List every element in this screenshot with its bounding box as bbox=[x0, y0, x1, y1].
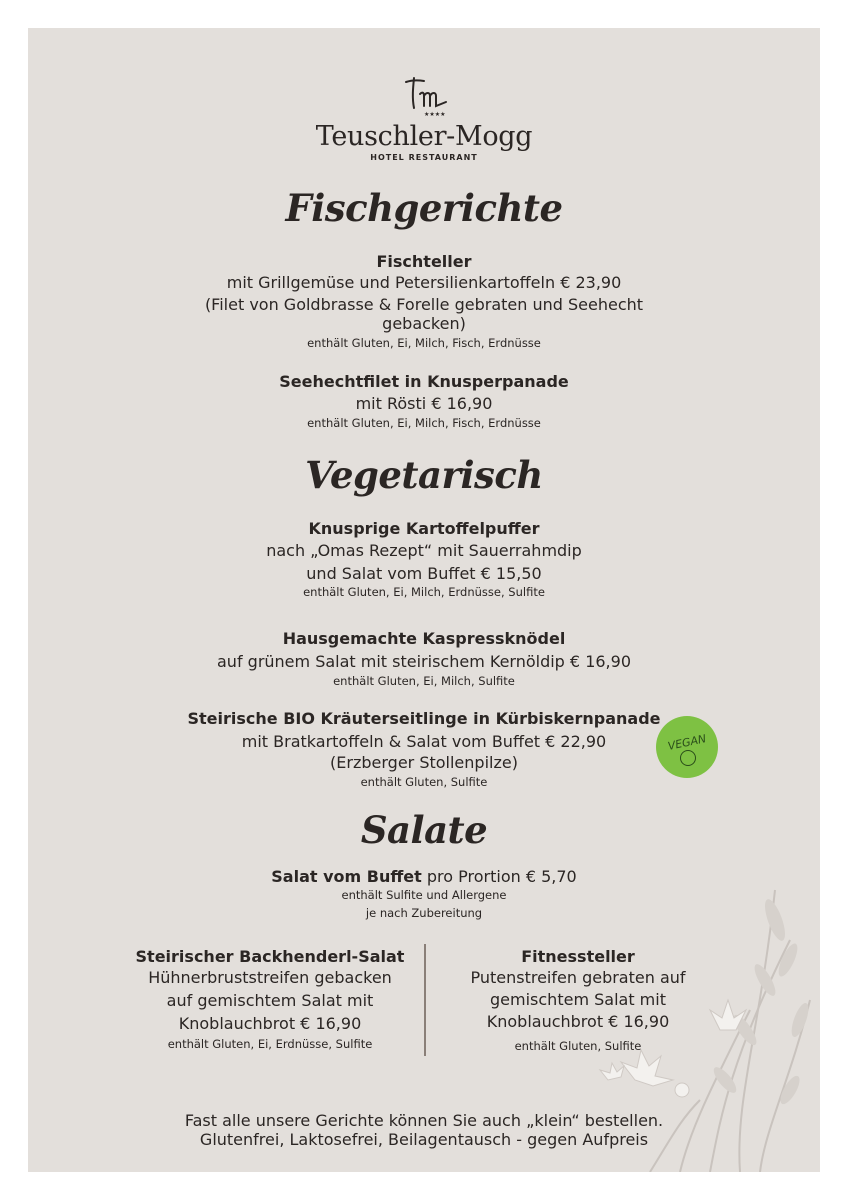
dish-description: mit Grillgemüse und Petersilienkartoffeln € 23,90 bbox=[226, 273, 622, 292]
dish-description: auf gemischtem Salat mit bbox=[166, 991, 374, 1010]
column-divider bbox=[424, 944, 426, 1056]
dish-description: nach „Omas Rezept“ mit Sauerrahmdip bbox=[266, 541, 582, 560]
section-title-vegetarisch: Vegetarisch bbox=[305, 453, 543, 497]
dish-description: pro Prortion € 5,70 bbox=[426, 867, 577, 886]
vegan-badge bbox=[656, 716, 718, 778]
dish-description: gemischtem Salat mit bbox=[490, 990, 666, 1009]
allergen-info: enthält Gluten, Ei, Erdnüsse, Sulfite bbox=[167, 1037, 373, 1051]
vegan-badge-label: VEGAN bbox=[666, 732, 708, 753]
hotel-name: Teuschler-Mogg bbox=[315, 121, 533, 152]
section-title-fisch: Fischgerichte bbox=[285, 186, 563, 230]
logo-icon bbox=[398, 74, 452, 118]
dish-description: gebacken) bbox=[382, 314, 466, 333]
dish-name: Steirische BIO Kräuterseitlinge in Kürbiskernpanade bbox=[187, 709, 661, 728]
dish-name: Fischteller bbox=[376, 252, 472, 271]
allergen-info: enthält Sulfite und Allergene bbox=[341, 888, 507, 902]
dish-description: Putenstreifen gebraten auf bbox=[470, 968, 686, 987]
dish-name: Hausgemachte Kaspressknödel bbox=[282, 629, 566, 648]
hotel-subtitle: HOTEL RESTAURANT bbox=[370, 153, 478, 162]
dish-description: mit Rösti € 16,90 bbox=[355, 394, 493, 413]
dish-name: Salat vom Buffet bbox=[271, 867, 422, 886]
dish-description: (Filet von Goldbrasse & Forelle gebraten und Seehecht bbox=[204, 295, 644, 314]
logo-stars: ★★★★ bbox=[424, 111, 446, 118]
dish-name: Knusprige Kartoffelpuffer bbox=[308, 519, 540, 538]
allergen-info: enthält Gluten, Ei, Milch, Fisch, Erdnüsse bbox=[307, 416, 541, 430]
dish-name: Steirischer Backhenderl-Salat bbox=[135, 947, 405, 966]
dish-description: auf grünem Salat mit steirischem Kernöldip € 16,90 bbox=[217, 652, 631, 671]
allergen-info: enthält Gluten, Sulfite bbox=[360, 775, 488, 789]
allergen-info: enthält Gluten, Ei, Milch, Fisch, Erdnüsse bbox=[307, 336, 541, 350]
allergen-info: enthält Gluten, Ei, Milch, Erdnüsse, Sulfite bbox=[303, 585, 545, 599]
section-title-salate: Salate bbox=[360, 808, 488, 852]
dish-description: mit Bratkartoffeln & Salat vom Buffet € 22,90 bbox=[241, 732, 607, 751]
dish-description: Knoblauchbrot € 16,90 bbox=[486, 1012, 670, 1031]
dish-name: Fitnessteller bbox=[521, 947, 635, 966]
dish-description: (Erzberger Stollenpilze) bbox=[330, 753, 518, 772]
buffet-line bbox=[0, 866, 848, 888]
footer-note: Glutenfrei, Laktosefrei, Beilagentausch - gegen Aufpreis bbox=[199, 1130, 649, 1149]
dish-description: Knoblauchbrot € 16,90 bbox=[178, 1014, 362, 1033]
allergen-info: je nach Zubereitung bbox=[365, 906, 483, 920]
allergen-info: enthält Gluten, Ei, Milch, Sulfite bbox=[333, 674, 515, 688]
footer-note: Fast alle unsere Gerichte können Sie auch „klein“ bestellen. bbox=[184, 1111, 664, 1130]
dish-description: und Salat vom Buffet € 15,50 bbox=[306, 564, 542, 583]
dish-description: Hühnerbruststreifen gebacken bbox=[148, 968, 392, 987]
allergen-info: enthält Gluten, Sulfite bbox=[514, 1039, 642, 1053]
dish-name: Seehechtfilet in Knusperpanade bbox=[279, 372, 569, 391]
leaf-icon bbox=[680, 750, 696, 766]
salad-right-column bbox=[440, 947, 716, 1053]
salad-left-column bbox=[120, 947, 420, 1051]
